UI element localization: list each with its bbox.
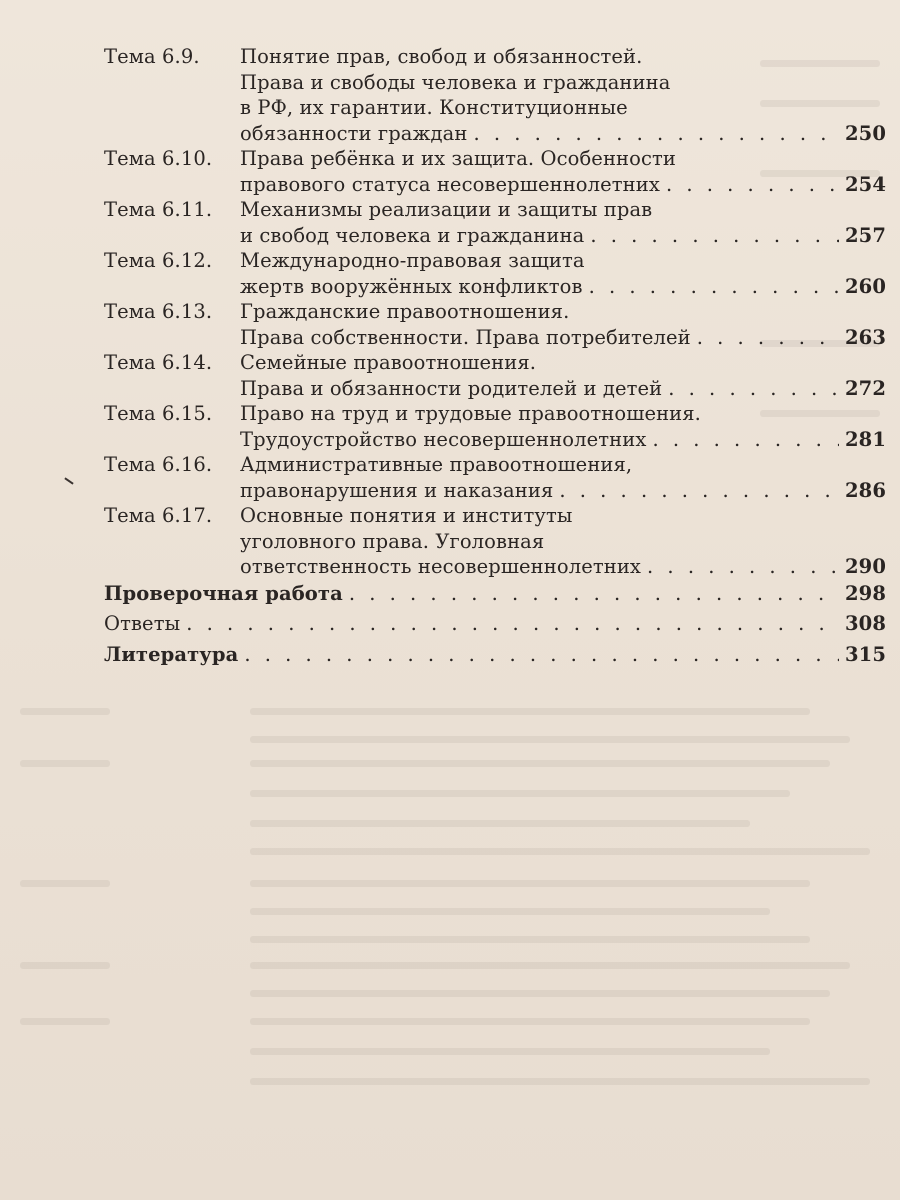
topic-title: [240, 401, 886, 452]
title-line: уголовного права. Уголовная: [240, 529, 545, 553]
section-title: Проверочная работа: [104, 581, 343, 605]
title-line: Семейные правоотношения.: [240, 351, 537, 374]
title-line: Права ребёнка и их защита. Особенности: [240, 147, 676, 170]
page-number: 298: [844, 581, 886, 605]
dot-leader: [666, 172, 839, 198]
section-title: Литература: [104, 642, 239, 666]
topic-number: Тема 6.11.: [104, 198, 213, 221]
page-number: 272: [844, 376, 886, 400]
topic-number: Тема 6.15.: [104, 402, 213, 425]
toc-entry-6-17[interactable]: [104, 503, 886, 580]
title-line: Право на труд и трудовые правоотношения.: [240, 402, 701, 425]
title-line: Права собственности. Права потребителей: [240, 325, 691, 349]
topic-title: [240, 503, 886, 580]
toc-entry-6-14[interactable]: [104, 350, 886, 401]
page-number: 254: [844, 172, 886, 196]
topic-number: Тема 6.16.: [104, 453, 213, 476]
dot-leader: [668, 376, 839, 402]
title-line: правового статуса несовершеннолетних: [240, 172, 660, 196]
topic-title: [240, 299, 886, 350]
title-line: Механизмы реализации и защиты прав: [240, 198, 653, 221]
topic-title: [240, 197, 886, 248]
toc-entry-6-9[interactable]: [104, 44, 886, 146]
toc-entry-6-13[interactable]: [104, 299, 886, 350]
topic-title: [240, 248, 886, 299]
toc-entry-6-16[interactable]: [104, 452, 886, 503]
page-number: 286: [844, 478, 886, 502]
title-line: Права и обязанности родителей и детей: [240, 376, 663, 400]
dot-leader: [244, 642, 839, 668]
title-line: Трудоустройство несовершеннолетних: [240, 427, 647, 451]
topic-number: Тема 6.12.: [104, 249, 213, 272]
title-line: Административные правоотношения,: [240, 453, 633, 476]
topic-number: Тема 6.10.: [104, 147, 213, 170]
page-number: 315: [844, 642, 886, 666]
topic-number: Тема 6.9.: [104, 45, 200, 68]
title-line: ответственность несовершеннолетних: [240, 555, 642, 578]
title-line: Права и свободы человека и гражданина: [240, 70, 671, 94]
page-number: 308: [844, 612, 886, 635]
toc-section-answers[interactable]: [104, 611, 886, 637]
topic-title: [240, 44, 886, 146]
dot-leader: [473, 121, 839, 147]
page-number: 263: [844, 325, 886, 349]
title-line: Понятие прав, свобод и обязанностей.: [240, 45, 643, 68]
section-title: Ответы: [104, 612, 181, 635]
topic-number: Тема 6.13.: [104, 300, 213, 323]
dot-leader: [349, 581, 839, 607]
topic-title: [240, 350, 886, 401]
dot-leader: [590, 223, 839, 249]
toc-entry-6-11[interactable]: [104, 197, 886, 248]
toc-entry-6-15[interactable]: [104, 401, 886, 452]
title-line: и свобод человека и гражданина: [240, 223, 585, 247]
page-number: 290: [844, 555, 886, 578]
title-line: обязанности граждан: [240, 121, 468, 145]
page-number: 260: [844, 274, 886, 298]
dot-leader: [697, 325, 839, 351]
pen-mark: [64, 477, 73, 484]
dot-leader: [559, 478, 839, 504]
table-of-contents: [104, 44, 886, 672]
title-line: Основные понятия и институты: [240, 504, 573, 527]
title-line: в РФ, их гарантии. Конституционные: [240, 96, 628, 119]
toc-entry-6-12[interactable]: [104, 248, 886, 299]
dot-leader: [186, 611, 839, 637]
title-line: Гражданские правоотношения.: [240, 300, 570, 323]
page-number: 281: [844, 427, 886, 451]
toc-section-literature[interactable]: [104, 642, 886, 668]
page-number: 250: [844, 121, 886, 145]
toc-entry-6-10[interactable]: [104, 146, 886, 197]
dot-leader: [647, 554, 839, 580]
title-line: правонарушения и наказания: [240, 478, 554, 502]
dot-leader: [652, 427, 839, 453]
title-line: Международно-правовая защита: [240, 249, 585, 272]
topic-number: Тема 6.17.: [104, 504, 213, 527]
title-line: жертв вооружённых конфликтов: [240, 274, 583, 298]
topic-title: [240, 452, 886, 503]
page-number: 257: [844, 223, 886, 247]
dot-leader: [589, 274, 839, 300]
toc-section-test[interactable]: [104, 581, 886, 607]
topic-number: Тема 6.14.: [104, 351, 213, 374]
topic-title: [240, 146, 886, 197]
